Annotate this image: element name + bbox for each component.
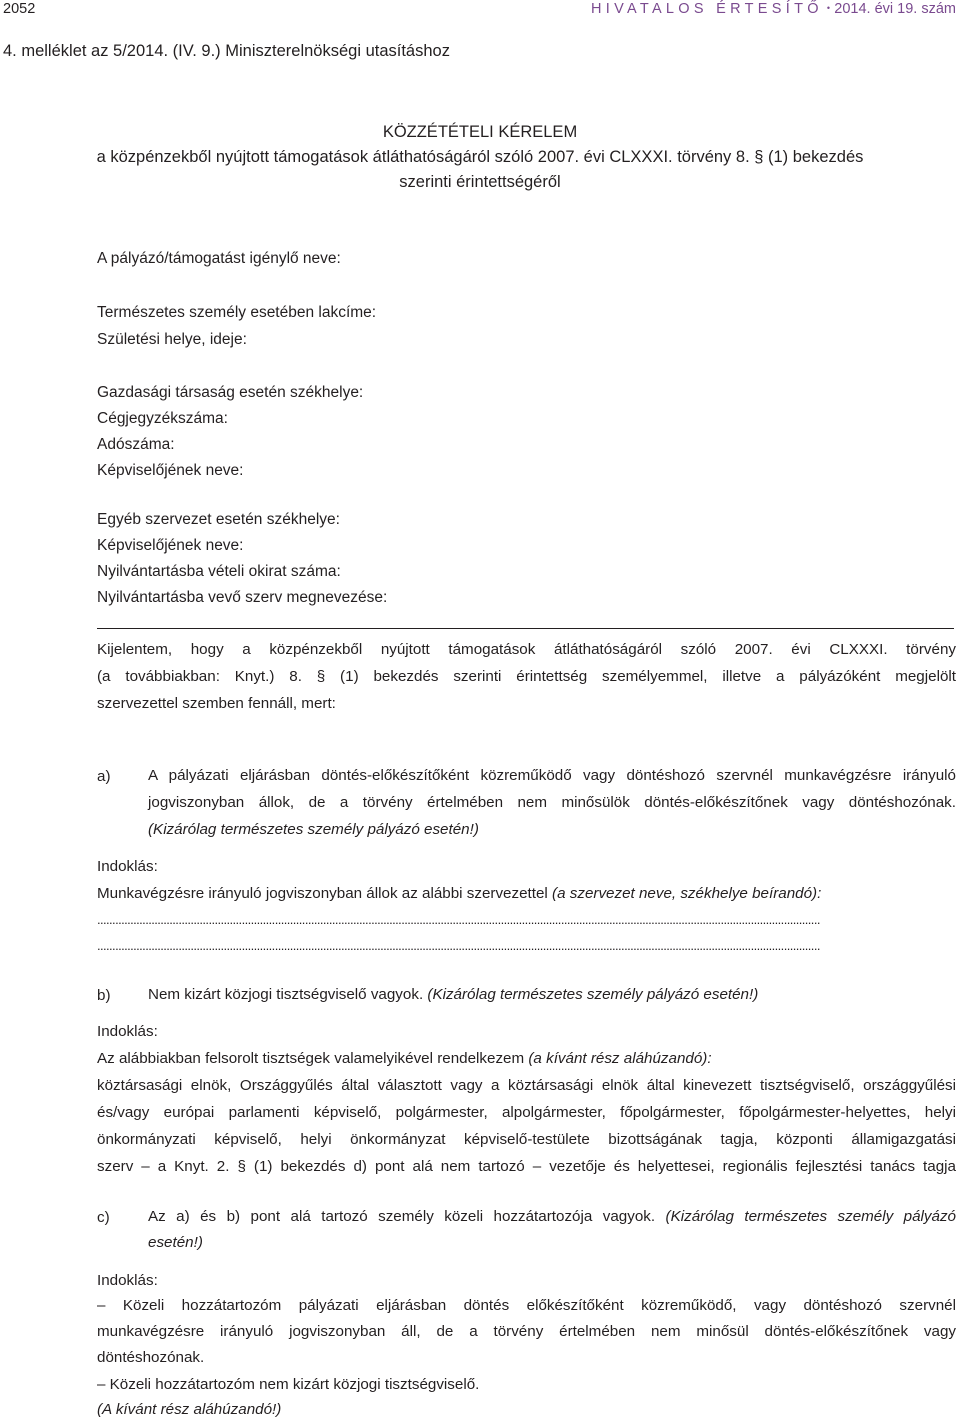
section-b-list-line2: és/vagy európai parlamenti képviselő, polgármester, alpolgármester, főpolgármester, főpolgármester-helyettes, helyi [97, 1104, 956, 1121]
field-birth-place-date: Születési helye, ideje: [97, 331, 247, 348]
section-b-list-line4: szerv – a Knyt. 2. § (1) bekezdés d) pont alá nem tartozó – vezetője és helyettesei, regionális fejlesztési tanács tagja [97, 1158, 956, 1175]
section-c-closing-note-text: (A kívánt rész aláhúzandó!) [97, 1401, 282, 1418]
section-b-text: Nem kizárt közjogi tisztségviselő vagyok. [148, 986, 428, 1003]
section-a-line2: jogviszonyban állok, de a törvény értelmében nem minősülök döntés-előkészítőnek vagy döntéshozónak. [148, 794, 956, 811]
field-company-seat: Gazdasági társaság esetén székhelye: [97, 384, 364, 401]
section-c-item1-line2: munkavégzésre irányuló jogviszonyban áll, de a törvény értelmében nem minősül döntés-előkészítőnek vagy [97, 1323, 956, 1340]
section-c-line1 [148, 1203, 956, 1231]
field-registering-body: Nyilvántartásba vevő szerv megnevezése: [97, 589, 388, 606]
field-registration-document-number: Nyilvántartásba vételi okirat száma: [97, 563, 341, 580]
annex-reference: 4. melléklet az 5/2014. (IV. 9.) Miniszterelnökségi utasításhoz [3, 42, 450, 60]
document-title: KÖZZÉTÉTELI KÉRELEM [382, 123, 578, 141]
section-a-marker: a) [97, 768, 111, 785]
section-a-justification-note: (a szervezet neve, székhelye beírandó): [552, 885, 822, 902]
section-a-justification-label: Indoklás: [97, 858, 158, 875]
field-company-registration-number: Cégjegyzékszáma: [97, 410, 228, 427]
document-subtitle-line1: a közpénzekből nyújtott támogatások átláthatóságáról szóló 2007. évi CLXXXI. törvény 8. § (1) bekezdés [96, 148, 864, 166]
section-c-text: Az a) és b) pont alá tartozó személy közeli hozzátartozója vagyok. [148, 1208, 666, 1225]
section-a-dotted-line-2: ................................................................................................................................................................................................................................................ [97, 939, 820, 953]
section-c-item1-line3: döntéshozónak. [97, 1349, 205, 1366]
journal-header [591, 1, 956, 17]
declaration-line1: Kijelentem, hogy a közpénzekből nyújtott támogatások átláthatóságáról szóló 2007. évi CLXXXI. törvény [97, 641, 956, 658]
section-b-list-line3: önkormányzati képviselő, helyi önkormányzat képviselő-testülete bizottságának tagja, központi államigazgatási [97, 1131, 956, 1148]
section-a-dotted-line-1: ................................................................................................................................................................................................................................................ [97, 913, 820, 927]
section-c-marker: c) [97, 1209, 110, 1226]
section-b-list-line1: köztársasági elnök, Országgyűlés által választott vagy a köztársasági elnök által kinevezett tisztségviselő, országgyűlési [97, 1077, 956, 1094]
field-other-org-representative: Képviselőjének neve: [97, 537, 244, 554]
declaration-line2: (a továbbiakban: Knyt.) 8. § (1) bekezdés szerinti érintettség személyemmel, illetve a pályázóként megjelölt [97, 668, 956, 685]
section-b-line [148, 981, 956, 1009]
field-other-org-seat: Egyéb szervezet esetén székhelye: [97, 511, 340, 528]
field-tax-number: Adószáma: [97, 436, 175, 453]
section-b-intro-text: Az alábbiakban felsorolt tisztségek valamelyikével rendelkezem [97, 1050, 529, 1067]
section-c-closing-note [97, 1396, 956, 1424]
page-number: 2052 [3, 1, 36, 17]
section-c-line2 [148, 1229, 956, 1257]
field-natural-person-address: Természetes személy esetében lakcíme: [97, 304, 377, 321]
section-a-note-text: (Kizárólag természetes személy pályázó esetén!) [148, 821, 479, 838]
declaration-line3: szervezettel szemben fennáll, mert: [97, 695, 336, 712]
section-c-justification-label: Indoklás: [97, 1272, 158, 1289]
section-c-note-line1: (Kizárólag természetes személy pályázó [665, 1208, 957, 1225]
section-c-item1-line1: – Közeli hozzátartozóm pályázati eljárásban döntés előkészítőként közreműködő, vagy döntéshozó szervnél [97, 1297, 956, 1314]
section-b-intro-note: (a kívánt rész aláhúzandó): [528, 1050, 712, 1067]
section-c-note-line2: esetén!) [148, 1234, 203, 1251]
section-divider [97, 628, 954, 629]
section-b-note: (Kizárólag természetes személy pályázó esetén!) [427, 986, 759, 1003]
section-b-intro [97, 1045, 956, 1073]
issue-number: 2014. évi 19. szám [834, 1, 956, 17]
section-a-note [148, 816, 956, 844]
section-b-justification-label: Indoklás: [97, 1023, 158, 1040]
field-applicant-name: A pályázó/támogatást igénylő neve: [97, 250, 341, 267]
field-company-representative: Képviselőjének neve: [97, 462, 244, 479]
journal-name: HIVATALOS ÉRTESÍTŐ [590, 1, 823, 17]
section-c-item2: – Közeli hozzátartozóm nem kizárt közjogi tisztségviselő. [97, 1376, 480, 1393]
header-separator: • [826, 3, 831, 13]
section-a-line1: A pályázati eljárásban döntés-előkészítőként közreműködő vagy döntéshozó szervnél munkavégzésre irányuló [148, 767, 956, 784]
document-subtitle-line2: szerinti érintettségéről [399, 173, 561, 191]
section-a-justification-text [97, 880, 956, 908]
section-b-marker: b) [97, 987, 111, 1004]
section-a-justification-body: Munkavégzésre irányuló jogviszonyban állok az alábbi szervezettel [97, 885, 553, 902]
